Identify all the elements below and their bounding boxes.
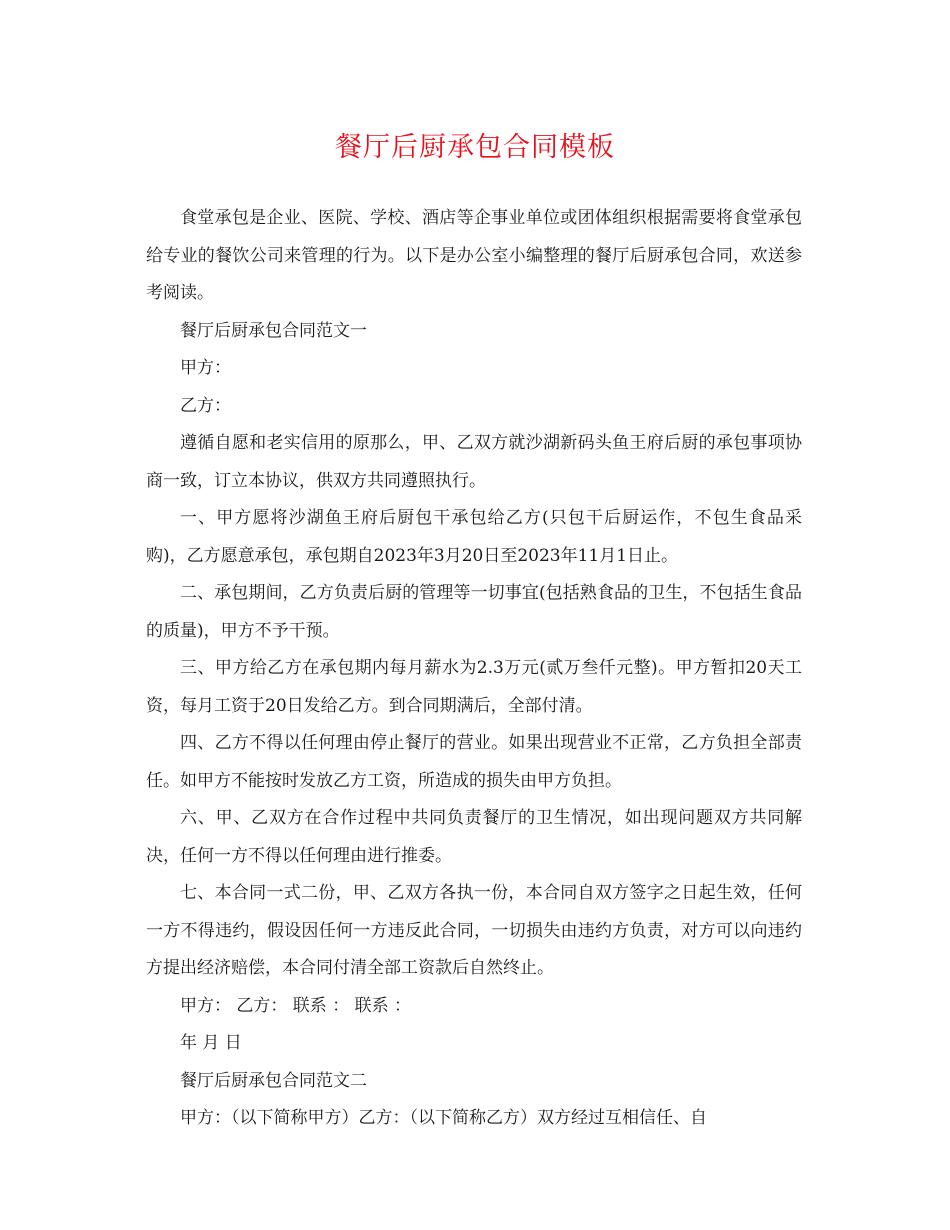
signature-line: 甲方： 乙方： 联系 ： 联系 ： bbox=[180, 995, 412, 1016]
party-a-line: 甲方： bbox=[180, 358, 231, 378]
clause-six: 六、甲、乙双方在合作过程中共同负责餐厅的卫生情况，如出现问题双方共同解决，任何一方不得以任何理由进行推委。 bbox=[146, 808, 802, 866]
intro-paragraph: 食堂承包是企业、医院、学校、酒店等企事业单位或团体组织根据需要将食堂承包给专业的餐饮公司来管理的行为。以下是办公室小编整理的餐厅后厨承包合同，欢送参考阅读。 bbox=[146, 208, 802, 303]
clause-one: 一、甲方愿将沙湖鱼王府后厨包干承包给乙方(只包干后厨运作，不包生食品采购)，乙方愿意承包，承包期自2023年3月20日至2023年11月1日止。 bbox=[146, 508, 802, 566]
clause-two: 二、承包期间，乙方负责后厨的管理等一切事宜(包括熟食品的卫生，不包括生食品的质量)，甲方不予干预。 bbox=[146, 583, 802, 641]
clause-seven: 七、本合同一式二份，甲、乙双方各执一份，本合同自双方签字之日起生效，任何一方不得违约，假设因任何一方违反此合同，一切损失由违约方负责，对方可以向违约方提出经济赔偿，本合同付清全部工资款后自然终止。 bbox=[146, 883, 802, 978]
clause-three: 三、甲方给乙方在承包期内每月薪水为2.3万元(贰万叁仟元整)。甲方暂扣20天工资，每月工资于20日发给乙方。到合同期满后，全部付清。 bbox=[146, 658, 802, 716]
section-heading-sample-two: 餐厅后厨承包合同范文二 bbox=[180, 1070, 367, 1091]
preamble-paragraph: 遵循自愿和老实信用的原那么，甲、乙双方就沙湖新码头鱼王府后厨的承包事项协商一致，订立本协议，供双方共同遵照执行。 bbox=[146, 433, 802, 491]
party-b-line: 乙方： bbox=[180, 395, 231, 416]
clause-four: 四、乙方不得以任何理由停止餐厅的营业。如果出现营业不正常，乙方负担全部责任。如甲方不能按时发放乙方工资，所造成的损失由甲方负担。 bbox=[146, 733, 802, 791]
section-heading-sample-one: 餐厅后厨承包合同范文一 bbox=[180, 320, 367, 341]
date-line: 年 月 日 bbox=[180, 1033, 242, 1053]
document-title: 餐厅后厨承包合同模板 bbox=[335, 132, 615, 163]
sample-two-opening: 甲方：（以下简称甲方）乙方：（以下简称乙方）双方经过互相信任、自 bbox=[180, 1108, 707, 1128]
document-body bbox=[146, 200, 802, 1138]
